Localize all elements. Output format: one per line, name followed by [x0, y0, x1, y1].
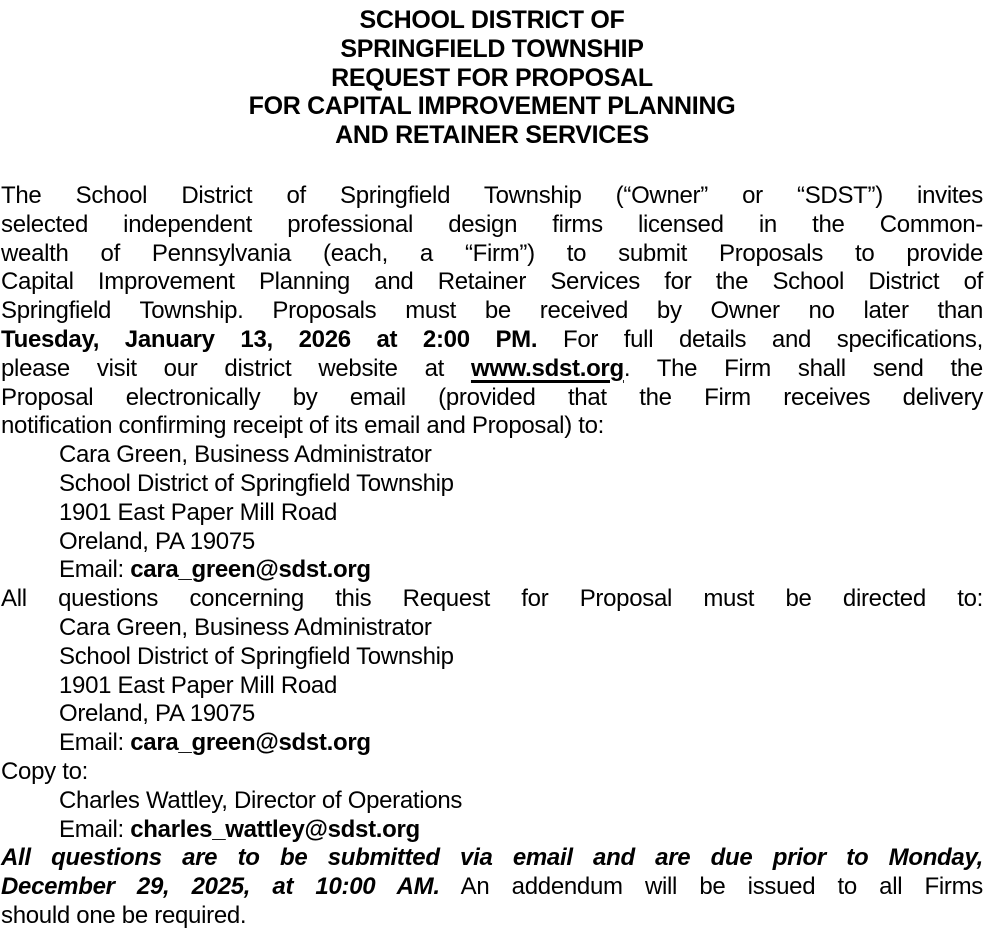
closing-last-line: should one be required. — [1, 901, 247, 929]
contact-email-line — [1, 556, 983, 585]
closing-emphasis-date: December 29, 2025, at 10:00 AM. — [1, 873, 440, 901]
intro-line: The School District of Springfield Township (“Owner” or “SDST”) invites — [1, 181, 983, 209]
title-line-5: AND RETAINER SERVICES — [335, 121, 649, 150]
website-line — [1, 355, 983, 384]
intro-line: Capital Improvement Planning and Retainer Services for the School District of — [1, 268, 983, 296]
questions-heading: All questions concerning this Request for Proposal must be directed to: — [1, 585, 983, 613]
website-pre-text: please visit our district website at — [1, 354, 471, 382]
title-line-3: REQUEST FOR PROPOSAL — [331, 63, 653, 92]
contact-city: Oreland, PA 19075 — [59, 527, 255, 555]
title-line-4: FOR CAPITAL IMPROVEMENT PLANNING — [248, 92, 736, 121]
contact-email-address: cara_green@sdst.org — [130, 556, 371, 584]
copy-contact-name: Charles Wattley, Director of Operations — [59, 786, 463, 814]
closing-emphasis-line: All questions are to be submitted via email and are due prior to Monday, — [1, 844, 983, 872]
intro-line: Proposal electronically by email (provided that the Firm receives delivery — [1, 383, 983, 411]
contact-org: School District of Springfield Township — [59, 469, 454, 497]
intro-line: selected independent professional design firms licensed in the Common- — [1, 210, 983, 238]
contact-org: School District of Springfield Township — [59, 642, 454, 670]
deadline-rest: For full details and specifications, — [537, 325, 984, 353]
contact-city: Oreland, PA 19075 — [59, 700, 255, 728]
document-title — [1, 6, 983, 150]
contact-name: Cara Green, Business Administrator — [59, 441, 432, 469]
contact-street: 1901 East Paper Mill Road — [59, 498, 337, 526]
copy-contact-email-address: charles_wattley@sdst.org — [130, 815, 420, 843]
copy-to-label: Copy to: — [1, 757, 88, 785]
deadline-line — [1, 326, 983, 355]
contact-street: 1901 East Paper Mill Road — [59, 671, 337, 699]
title-line-1: SCHOOL DISTRICT OF — [359, 6, 625, 34]
title-line-2: SPRINGFIELD TOWNSHIP — [340, 34, 644, 63]
closing-line — [1, 873, 983, 902]
website-link[interactable]: www.sdst.org — [470, 354, 624, 382]
deadline-date: Tuesday, January 13, 2026 at 2:00 PM. — [1, 325, 538, 353]
intro-line-last: notification confirming receipt of its email and Proposal) to: — [1, 412, 605, 440]
intro-line: wealth of Pennsylvania (each, a “Firm”) to submit Proposals to provide — [1, 239, 983, 267]
email-label: Email: — [59, 556, 131, 584]
intro-line: Springfield Township. Proposals must be received by Owner no later than — [1, 297, 983, 325]
copy-contact-email-line — [1, 816, 983, 845]
website-post-text: . The Firm shall send the — [623, 354, 983, 382]
email-label: Email: — [59, 815, 131, 843]
contact-name: Cara Green, Business Administrator — [59, 613, 432, 641]
document-body — [1, 182, 983, 931]
contact-email-line — [1, 729, 983, 758]
email-label: Email: — [59, 729, 131, 757]
contact-email-address: cara_green@sdst.org — [130, 729, 371, 757]
closing-rest: An addendum will be issued to all Firms — [439, 873, 983, 901]
